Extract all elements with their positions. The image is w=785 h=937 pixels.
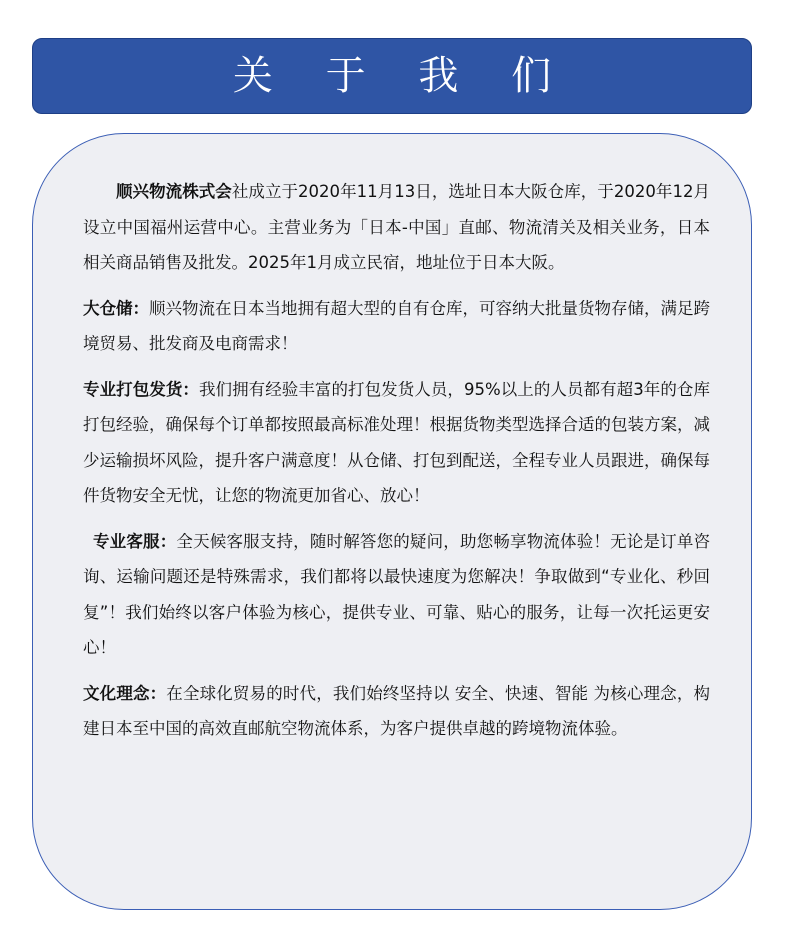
content-body — [83, 174, 710, 757]
intro-text: 社成立于2020年11月13日，选址日本大阪仓库，于2020年12月设立中国福州运营中心。主营业务为「日本-中国」直邮、物流清关及相关业务，日本相关商品销售及批发。2025年1月成立民宿，地址位于日本大阪。 — [83, 182, 710, 272]
section-text: 在全球化贸易的时代，我们始终坚持以 安全、快速、智能 为核心理念，构建日本至中国的高效直邮航空物流体系，为客户提供卓越的跨境物流体验。 — [83, 683, 710, 738]
section-culture — [83, 676, 710, 747]
page-title: 关 于 我 们 — [232, 53, 572, 99]
content-card — [32, 133, 752, 910]
section-customer-service — [83, 524, 710, 666]
section-packing — [83, 372, 710, 514]
section-heading: 大仓储： — [83, 298, 149, 318]
section-text: 我们拥有经验丰富的打包发货人员，95%以上的人员都有超3年的仓库打包经验，确保每个订单都按照最高标准处理！根据货物类型选择合适的包装方案，减少运输损坏风险，提升客户满意度！从仓储、打包到配送，全程专业人员跟进，确保每件货物安全无忧，让您的物流更加省心、放心！ — [83, 379, 711, 505]
section-heading: 文化理念： — [83, 683, 167, 703]
section-heading: 专业打包发货： — [83, 379, 199, 399]
section-heading: 专业客服： — [93, 531, 177, 551]
company-name: 顺兴物流株式会 — [116, 182, 232, 201]
section-warehouse — [83, 291, 710, 362]
intro-paragraph — [83, 174, 710, 281]
section-text: 顺兴物流在日本当地拥有超大型的自有仓库，可容纳大批量货物存储，满足跨境贸易、批发商及电商需求！ — [83, 298, 710, 353]
section-text: 全天候客服支持，随时解答您的疑问，助您畅享物流体验！无论是订单咨询、运输问题还是特殊需求，我们都将以最快速度为您解决！争取做到“专业化、秒回复”！我们始终以客户体验为核心，提供专业、可靠、贴心的服务，让每一次托运更安心！ — [83, 531, 711, 657]
title-banner — [32, 38, 752, 114]
